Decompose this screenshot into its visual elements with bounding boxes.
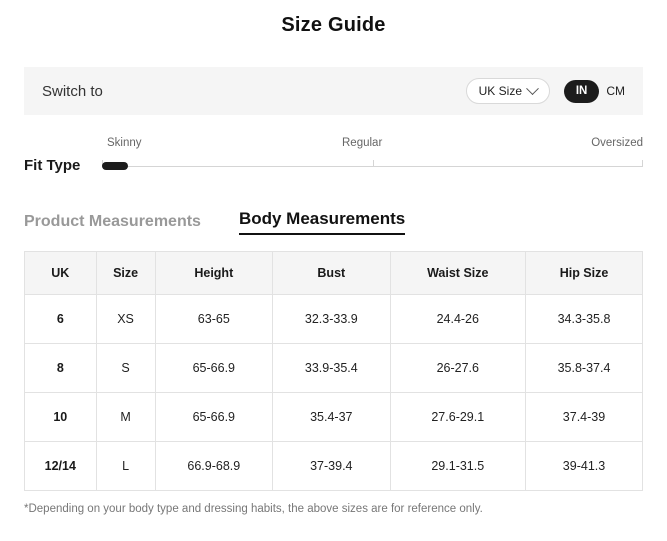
table-row	[25, 393, 642, 442]
fit-label-regular: Regular	[342, 137, 383, 149]
cell-waist: 24.4-26	[390, 295, 525, 344]
cell-bust: 37-39.4	[273, 442, 391, 491]
fit-type-section	[24, 137, 643, 187]
measurements-table	[24, 251, 643, 491]
measure-unit-toggle	[564, 80, 625, 103]
cell-size: XS	[96, 295, 155, 344]
cell-hip: 35.8-37.4	[526, 344, 643, 393]
unit-option-cm[interactable]: CM	[606, 84, 625, 98]
chevron-down-icon	[526, 82, 539, 95]
cell-hip: 37.4-39	[526, 393, 643, 442]
cell-size: M	[96, 393, 155, 442]
cell-size: L	[96, 442, 155, 491]
cell-bust: 35.4-37	[273, 393, 391, 442]
cell-waist: 27.6-29.1	[390, 393, 525, 442]
cell-bust: 32.3-33.9	[273, 295, 391, 344]
slider-thumb[interactable]	[102, 162, 128, 170]
unit-option-in[interactable]: IN	[564, 80, 600, 103]
cell-height: 63-65	[155, 295, 273, 344]
page-title: Size Guide	[281, 14, 386, 36]
cell-height: 66.9-68.9	[155, 442, 273, 491]
cell-height: 65-66.9	[155, 344, 273, 393]
tab-product-measurements[interactable]: Product Measurements	[24, 213, 201, 230]
size-system-value: UK Size	[478, 84, 522, 98]
fit-type-slider[interactable]	[102, 158, 643, 174]
measurement-tabs	[24, 201, 643, 235]
table-row	[25, 442, 642, 491]
fit-label-skinny: Skinny	[107, 137, 142, 149]
column-header-hip-size: Hip Size	[526, 252, 643, 295]
cell-waist: 26-27.6	[390, 344, 525, 393]
column-header-uk: UK	[25, 252, 96, 295]
cell-uk: 12/14	[25, 442, 96, 491]
tab-body-measurements[interactable]: Body Measurements	[239, 209, 405, 235]
cell-uk: 10	[25, 393, 96, 442]
column-header-size: Size	[96, 252, 155, 295]
size-system-select[interactable]	[466, 78, 550, 104]
column-header-waist-size: Waist Size	[390, 252, 525, 295]
switch-to-label: Switch to	[42, 82, 103, 100]
column-header-height: Height	[155, 252, 273, 295]
cell-hip: 39-41.3	[526, 442, 643, 491]
table-row	[25, 295, 642, 344]
cell-uk: 6	[25, 295, 96, 344]
fit-label-oversized: Oversized	[591, 137, 643, 149]
footnote: *Depending on your body type and dressing habits, the above sizes are for reference only.	[24, 503, 483, 515]
table-row	[25, 344, 642, 393]
slider-tick-oversized	[642, 160, 643, 167]
fit-type-title: Fit Type	[24, 157, 81, 174]
cell-uk: 8	[25, 344, 96, 393]
column-header-bust: Bust	[273, 252, 391, 295]
slider-tick-regular	[373, 160, 374, 167]
cell-size: S	[96, 344, 155, 393]
cell-bust: 33.9-35.4	[273, 344, 391, 393]
unit-switch-bar	[24, 67, 643, 115]
fit-type-labels	[24, 137, 643, 153]
cell-waist: 29.1-31.5	[390, 442, 525, 491]
cell-hip: 34.3-35.8	[526, 295, 643, 344]
cell-height: 65-66.9	[155, 393, 273, 442]
table-header-row	[25, 252, 642, 295]
